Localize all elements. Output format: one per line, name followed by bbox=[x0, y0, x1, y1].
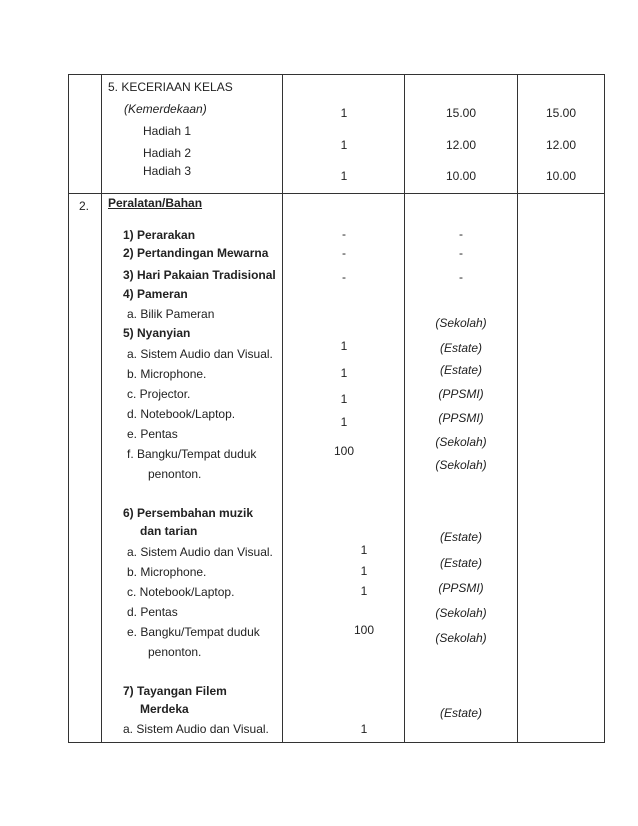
item-quantity: 1 bbox=[340, 138, 348, 152]
event-label: 3) Hari Pakaian Tradisional bbox=[123, 268, 276, 282]
item-quantity: 1 bbox=[340, 106, 348, 120]
section-subheading: (Kemerdekaan) bbox=[124, 102, 207, 116]
item-unit-price: 15.00 bbox=[445, 106, 477, 120]
item-label: Hadiah 3 bbox=[143, 164, 192, 178]
event-label: 4) Pameran bbox=[123, 287, 188, 301]
item-label: a. Bilik Pameran bbox=[127, 307, 215, 321]
item-source: (Estate) bbox=[439, 706, 483, 720]
item-quantity: 100 bbox=[353, 623, 375, 637]
item-quantity: 1 bbox=[340, 415, 348, 429]
item-quantity: 1 bbox=[340, 169, 348, 183]
event-label: 1) Perarakan bbox=[123, 228, 196, 242]
item-quantity: 1 bbox=[360, 543, 368, 557]
event-quantity: - bbox=[342, 270, 346, 284]
section-heading: Peralatan/Bahan bbox=[108, 196, 203, 210]
item-label: c. Projector. bbox=[127, 387, 191, 401]
item-label: a. Sistem Audio dan Visual. bbox=[123, 722, 269, 736]
item-label: b. Microphone. bbox=[127, 565, 207, 579]
event-label: 6) Persembahan muzik bbox=[123, 506, 254, 520]
item-label: c. Notebook/Laptop. bbox=[127, 585, 235, 599]
event-label: 7) Tayangan Filem bbox=[123, 684, 227, 698]
table-border-bottom bbox=[68, 742, 605, 743]
item-source: (Estate) bbox=[439, 556, 483, 570]
column-divider bbox=[68, 74, 69, 743]
item-label: d. Pentas bbox=[127, 605, 178, 619]
item-source: (Sekolah) bbox=[435, 458, 487, 472]
table-border-right bbox=[604, 74, 605, 743]
section-heading: 5. KECERIAAN KELAS bbox=[108, 80, 233, 94]
event-label: 2) Pertandingan Mewarna bbox=[123, 246, 269, 260]
item-label: a. Sistem Audio dan Visual. bbox=[127, 545, 273, 559]
item-quantity: 100 bbox=[333, 444, 355, 458]
item-label: penonton. bbox=[148, 467, 202, 481]
item-source: (Estate) bbox=[439, 363, 483, 377]
event-label: dan tarian bbox=[140, 524, 198, 538]
item-quantity: 1 bbox=[340, 339, 348, 353]
item-quantity: 1 bbox=[340, 392, 348, 406]
column-divider bbox=[101, 74, 102, 743]
event-label: Merdeka bbox=[140, 702, 189, 716]
item-unit-price: 12.00 bbox=[445, 138, 477, 152]
table-border-top bbox=[68, 74, 605, 75]
item-label: penonton. bbox=[148, 645, 202, 659]
item-source: (PPSMI) bbox=[438, 411, 484, 425]
item-label: f. Bangku/Tempat duduk bbox=[127, 447, 257, 461]
row-divider bbox=[68, 193, 605, 194]
row-number: 2. bbox=[79, 199, 90, 213]
event-quantity: - bbox=[342, 227, 346, 241]
item-label: e. Bangku/Tempat duduk bbox=[127, 625, 260, 639]
item-label: d. Notebook/Laptop. bbox=[127, 407, 236, 421]
item-source: (PPSMI) bbox=[438, 581, 484, 595]
event-unit-price: - bbox=[459, 246, 463, 260]
item-source: (Estate) bbox=[439, 530, 483, 544]
item-source: (PPSMI) bbox=[438, 387, 484, 401]
item-source: (Sekolah) bbox=[435, 435, 487, 449]
item-source: (Sekolah) bbox=[435, 316, 487, 330]
item-label: e. Pentas bbox=[127, 427, 178, 441]
event-label: 5) Nyanyian bbox=[123, 326, 191, 340]
item-unit-price: 10.00 bbox=[445, 169, 477, 183]
item-label: a. Sistem Audio dan Visual. bbox=[127, 347, 273, 361]
column-divider bbox=[282, 74, 283, 743]
event-unit-price: - bbox=[459, 227, 463, 241]
item-label: Hadiah 2 bbox=[143, 146, 192, 160]
column-divider bbox=[404, 74, 405, 743]
item-quantity: 1 bbox=[360, 564, 368, 578]
item-quantity: 1 bbox=[340, 366, 348, 380]
item-quantity: 1 bbox=[360, 722, 368, 736]
column-divider bbox=[517, 74, 518, 743]
item-total: 12.00 bbox=[545, 138, 577, 152]
item-source: (Estate) bbox=[439, 341, 483, 355]
item-quantity: 1 bbox=[360, 584, 368, 598]
item-total: 15.00 bbox=[545, 106, 577, 120]
event-unit-price: - bbox=[459, 270, 463, 284]
event-quantity: - bbox=[342, 246, 346, 260]
item-source: (Sekolah) bbox=[435, 606, 487, 620]
item-total: 10.00 bbox=[545, 169, 577, 183]
item-source: (Sekolah) bbox=[435, 631, 487, 645]
item-label: Hadiah 1 bbox=[143, 124, 192, 138]
item-label: b. Microphone. bbox=[127, 367, 207, 381]
